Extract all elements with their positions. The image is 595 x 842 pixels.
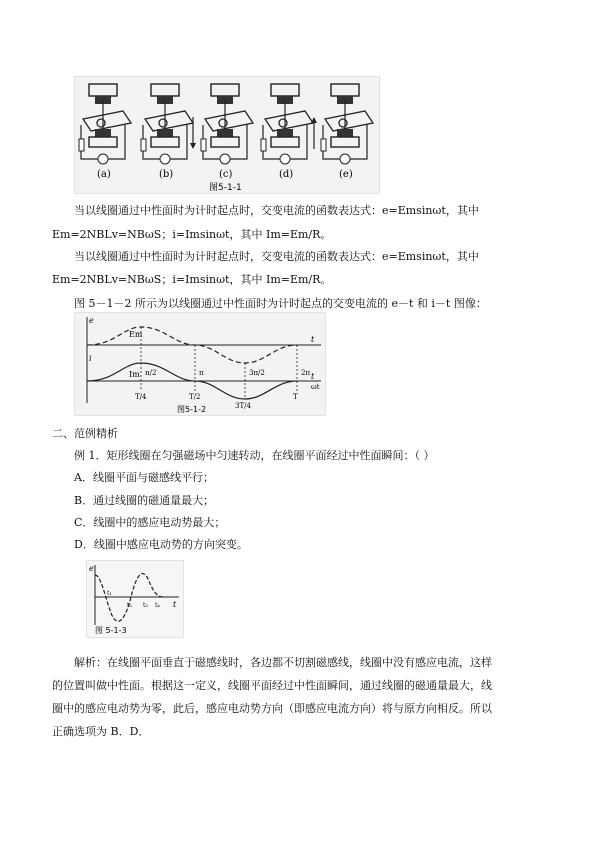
- figure-intro-text: 图 5－1－2 所示为以线圈通过中性面时为计时起点的交变电流的 e－t 和 i－t 图像：: [74, 297, 487, 310]
- angle-label-3: 3π/2: [249, 369, 265, 377]
- section-heading: 二、范例精析: [52, 427, 118, 440]
- analysis-line-2: 的位置叫做中性面。根据这一定义，线圈平面经过中性面瞬间，通过线圈的磁通量最大，线: [52, 679, 492, 692]
- diagram-label-d: (d): [279, 169, 294, 180]
- i-axis-label: i: [89, 354, 92, 363]
- figure-5-1-3-caption: 图 5-1-3: [95, 626, 127, 635]
- e-t-axis-label: t: [311, 335, 315, 344]
- formula-text-line-2: Em=2NBLv=NBωS；i=Imsinωt，其中 Im=Em/R。: [52, 228, 332, 241]
- tick-t3: t₃: [143, 602, 148, 609]
- option-a: A．线圈平面与磁感线平行；: [74, 471, 214, 484]
- option-d: D．线圈中感应电动势的方向突变。: [74, 538, 248, 551]
- im-label: Im: [129, 370, 140, 379]
- emf-y-axis-label: e: [89, 564, 94, 573]
- figure-5-1-1-caption: 图5-1-1: [209, 183, 242, 193]
- analysis-line-4: 正确选项为 B．D．: [52, 725, 150, 738]
- angle-label-4: 2π: [301, 369, 311, 377]
- option-c: C．线圈中的感应电动势最大；: [74, 516, 226, 529]
- et-it-graph-figure: [74, 312, 326, 416]
- formula-text-line-3: 当以线圈通过中性面时为计时起点时，交变电流的函数表达式：e=Emsinωt，其中: [74, 250, 479, 263]
- em-label: Em: [129, 330, 143, 339]
- t-label-4: T: [293, 393, 298, 401]
- emf-graph-figure: [86, 560, 184, 638]
- t-label-3: 3T/4: [235, 402, 251, 410]
- analysis-line-1: 解析：在线圈平面垂直于磁感线时，各边都不切割磁感线，线圈中没有感应电流，这样: [74, 656, 492, 669]
- i-t-axis-label: t: [311, 372, 315, 381]
- omega-t-label: ωt: [311, 383, 320, 391]
- formula-text-line-4: Em=2NBLv=NBωS；i=Imsinωt，其中 Im=Em/R。: [52, 273, 332, 286]
- option-b: B．通过线圈的磁通量最大；: [74, 494, 215, 507]
- tick-t1: t₁: [107, 590, 112, 597]
- angle-label-2: π: [199, 369, 204, 377]
- analysis-line-3: 圈中的感应电动势为零，此后，感应电动势方向（即感应电流方向）将与原方向相反。所以: [52, 702, 492, 715]
- generator-diagram-figure: [74, 76, 380, 194]
- diagram-label-e: (e): [339, 169, 353, 180]
- e-axis-label: e: [89, 316, 94, 325]
- angle-label-1: π/2: [145, 369, 157, 377]
- t-label-2: T/2: [189, 393, 201, 401]
- figure-5-1-2-caption: 图5-1-2: [177, 405, 207, 414]
- diagram-label-c: (c): [219, 169, 233, 180]
- diagram-label-a: (a): [97, 169, 111, 180]
- et-it-graph-svg: [75, 313, 325, 415]
- emf-graph-svg: [87, 561, 183, 637]
- t-label-1: T/4: [135, 393, 147, 401]
- tick-t2: t₂: [127, 602, 132, 609]
- tick-t4: t₄: [155, 602, 160, 609]
- formula-text-line-1: 当以线圈通过中性面时为计时起点时，交变电流的函数表达式：e=Emsinωt，其中: [74, 204, 479, 217]
- emf-x-axis-label: t: [173, 600, 177, 609]
- generator-diagram-svg: [75, 77, 379, 193]
- diagram-label-b: (b): [159, 169, 174, 180]
- example-question: 例 1．矩形线圈在匀强磁场中匀速转动，在线圈平面经过中性面瞬间：（ ）: [74, 449, 435, 462]
